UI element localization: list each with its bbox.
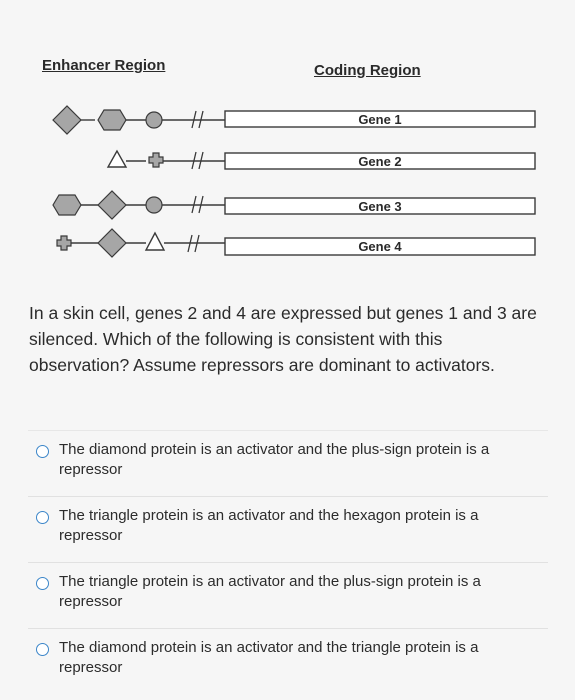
answer-option-text: The triangle protein is an activator and the plus-sign protein is a repressor <box>59 573 481 610</box>
radio-button[interactable] <box>36 643 49 656</box>
answer-option-text: The diamond protein is an activator and the triangle protein is a repressor <box>59 639 479 676</box>
answer-option-1[interactable] <box>28 430 548 496</box>
answer-option-2[interactable] <box>28 496 548 562</box>
plus-sign-shape <box>149 153 163 167</box>
diamond-shape <box>98 229 126 257</box>
answer-option-3[interactable] <box>28 562 548 628</box>
answer-option-4[interactable] <box>28 628 548 694</box>
gene-4-row <box>57 229 535 257</box>
hexagon-shape <box>98 110 126 130</box>
gene-1-row <box>53 106 535 134</box>
radio-button[interactable] <box>36 511 49 524</box>
radio-button[interactable] <box>36 445 49 458</box>
hexagon-shape <box>53 195 81 215</box>
answer-options <box>28 430 548 694</box>
triangle-shape <box>108 151 126 167</box>
gene-diagram <box>40 92 540 267</box>
gene-2-label: Gene 2 <box>358 154 402 169</box>
question-text: In a skin cell, genes 2 and 4 are expressed but genes 1 and 3 are silenced. Which of the following is consistent with this observation? Assume repressors are dominant to activators. <box>29 303 537 375</box>
coding-region-header: Coding Region <box>314 62 421 79</box>
diamond-shape <box>53 106 81 134</box>
circle-shape <box>146 197 162 213</box>
answer-option-text: The diamond protein is an activator and the plus-sign protein is a repressor <box>59 441 490 478</box>
plus-sign-shape <box>57 236 71 250</box>
answer-option-text: The triangle protein is an activator and the hexagon protein is a repressor <box>59 507 479 544</box>
gene-2-row <box>108 151 535 169</box>
radio-button[interactable] <box>36 577 49 590</box>
diamond-shape <box>98 191 126 219</box>
circle-shape <box>146 112 162 128</box>
gene-4-label: Gene 4 <box>358 239 402 254</box>
gene-3-row <box>53 191 535 219</box>
triangle-shape <box>146 233 164 250</box>
gene-3-label: Gene 3 <box>358 199 402 214</box>
enhancer-region-header: Enhancer Region <box>42 57 166 74</box>
gene-1-label: Gene 1 <box>358 112 402 127</box>
